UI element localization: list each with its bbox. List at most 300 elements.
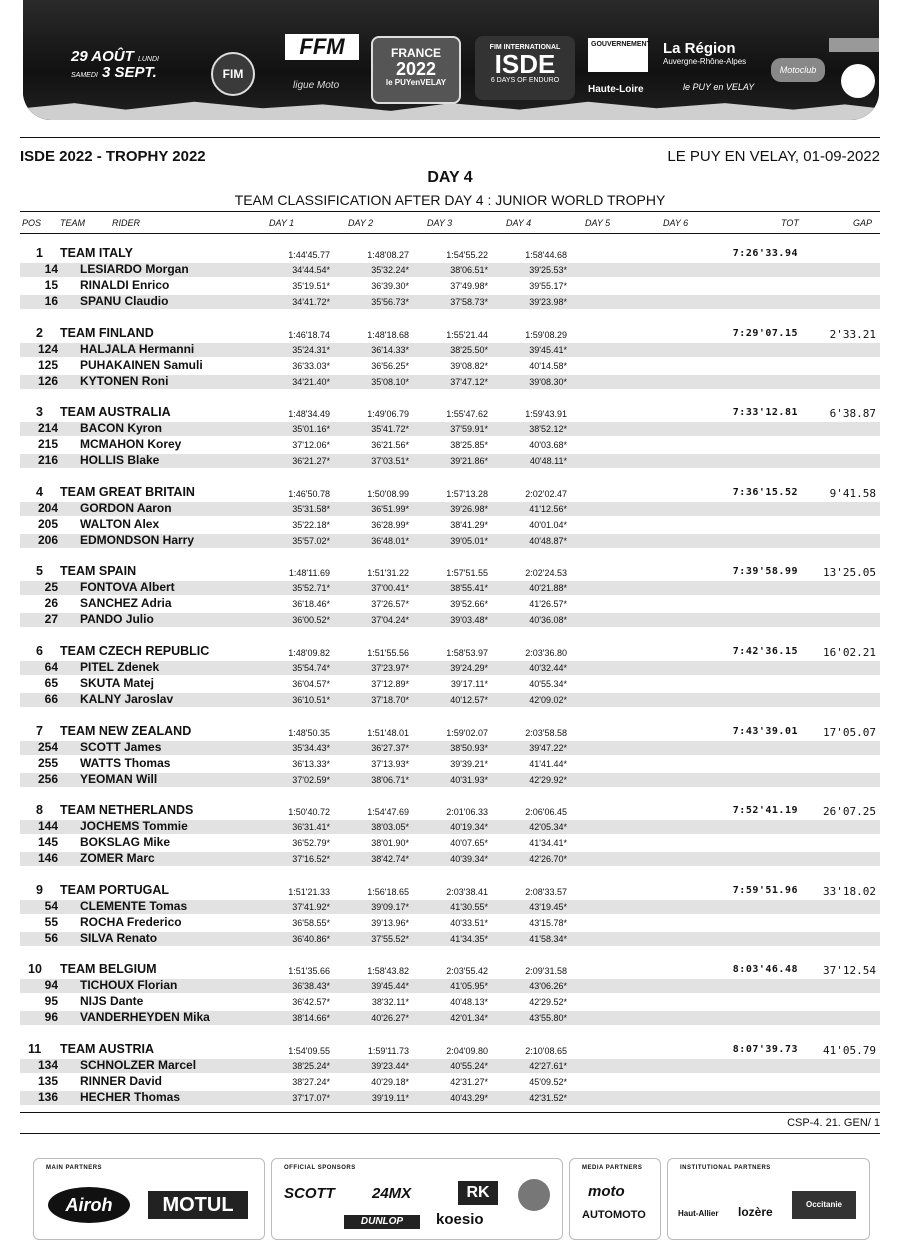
classification-title: TEAM CLASSIFICATION AFTER DAY 4 : JUNIOR WORLD TROPHY: [234, 192, 666, 208]
rider-name: RINNER David: [80, 1074, 163, 1088]
rider-day-time: 37'12.89*: [371, 679, 409, 689]
team-day-time: 2:08'33.57: [525, 887, 567, 897]
rider-name: SANCHEZ Adria: [80, 596, 172, 610]
team-day-time: 1:46'50.78: [288, 489, 330, 499]
rider-day-time: 35'52.71*: [292, 583, 330, 593]
rider-number: 205: [37, 517, 58, 531]
team-day-time: 1:51'35.66: [288, 966, 330, 976]
institutional-partners-label: INSTITUTIONAL PARTNERS: [680, 1165, 771, 1171]
team-name: TEAM FINLAND: [60, 326, 154, 340]
rider-day-time: 40'55.24*: [450, 1061, 488, 1071]
institutional-partners-box: [667, 1158, 870, 1240]
rider-day-time: 40'19.34*: [450, 822, 488, 832]
rider-day-time: 35'08.10*: [371, 377, 409, 387]
rider-day-time: 42'31.52*: [529, 1093, 567, 1103]
team-name: TEAM ITALY: [60, 246, 133, 260]
rider-name: SCHNOLZER Marcel: [80, 1058, 197, 1072]
rider-name: PANDO Julio: [80, 612, 154, 626]
ffm-logo: FFM: [285, 34, 359, 60]
rider-number: 95: [44, 994, 58, 1008]
rider-day-time: 38'14.66*: [292, 1013, 330, 1023]
team-total-time: 7:52'41.19: [732, 805, 798, 816]
rider-day-time: 38'06.71*: [371, 775, 409, 785]
rider-day-time: 37'59.91*: [450, 424, 488, 434]
rider-day-time: 39'55.17*: [529, 281, 567, 291]
puy-en-velay-logo: le PUY en VELAY: [683, 82, 755, 92]
rider-day-time: 39'23.98*: [529, 297, 567, 307]
rider-day-time: 36'33.03*: [292, 361, 330, 371]
divider: [20, 211, 880, 212]
team-day-time: 2:04'09.80: [446, 1046, 488, 1056]
rider-day-time: 41'05.95*: [450, 981, 488, 991]
official-sponsors-box: [271, 1158, 563, 1240]
team-day-time: 1:48'34.49: [288, 409, 330, 419]
col-day4: DAY 4: [506, 218, 532, 228]
team-day-time: 1:44'45.77: [288, 250, 330, 260]
rider-day-time: 38'50.93*: [450, 743, 488, 753]
rider-day-time: 39'19.11*: [371, 1093, 409, 1103]
team-gap: 2'33.21: [829, 328, 876, 341]
rider-day-time: 35'32.24*: [371, 265, 409, 275]
sponsor-logo: [829, 38, 879, 52]
team-total-time: 7:33'12.81: [732, 407, 798, 418]
team-position: 11: [28, 1042, 42, 1056]
rider-day-time: 42'09.02*: [529, 695, 567, 705]
team-day-time: 2:03'58.58: [525, 728, 567, 738]
team-position: 1: [36, 246, 43, 260]
rider-number: 124: [37, 342, 58, 356]
team-day-time: 2:01'06.33: [446, 807, 488, 817]
rider-day-time: 42'31.27*: [450, 1077, 488, 1087]
team-name: TEAM NETHERLANDS: [60, 803, 194, 817]
team-gap: 41'05.79: [823, 1044, 876, 1057]
rider-number: 16: [44, 294, 58, 308]
rider-day-time: 41'58.34*: [529, 934, 567, 944]
rider-number: 25: [44, 580, 58, 594]
rider-day-time: 38'52.12*: [529, 424, 567, 434]
rider-day-time: 40'36.08*: [529, 615, 567, 625]
team-day-time: 2:02'24.53: [525, 568, 567, 578]
rider-name: SCOTT James: [80, 740, 162, 754]
team-day-time: 2:06'06.45: [525, 807, 567, 817]
rider-day-time: 35'01.16*: [292, 424, 330, 434]
rider-name: PITEL Zdenek: [80, 660, 160, 674]
rider-day-time: 35'54.74*: [292, 663, 330, 673]
rider-day-time: 36'13.33*: [292, 759, 330, 769]
divider: [20, 137, 880, 138]
rider-name: RINALDI Enrico: [80, 278, 170, 292]
main-partners-box: [33, 1158, 265, 1240]
rider-day-time: 39'23.44*: [371, 1061, 409, 1071]
team-gap: 26'07.25: [823, 805, 876, 818]
rider-name: ROCHA Frederico: [80, 915, 182, 929]
rider-day-time: 39'52.66*: [450, 599, 488, 609]
rider-number: 206: [37, 533, 58, 547]
rider-day-time: 37'47.12*: [450, 377, 488, 387]
team-total-time: 7:36'15.52: [732, 487, 798, 498]
motoclub-logo: Motoclub: [771, 58, 825, 82]
rider-day-time: 39'25.53*: [529, 265, 567, 275]
rider-day-time: 40'29.18*: [371, 1077, 409, 1087]
team-total-time: 7:39'58.99: [732, 566, 798, 577]
official-sponsors-label: OFFICIAL SPONSORS: [284, 1165, 356, 1171]
rider-day-time: 42'01.34*: [450, 1013, 488, 1023]
team-day-time: 1:51'48.01: [367, 728, 409, 738]
rider-day-time: 36'48.01*: [371, 536, 409, 546]
team-day-time: 1:59'43.91: [525, 409, 567, 419]
rider-day-time: 40'01.04*: [529, 520, 567, 530]
rider-day-time: 35'22.18*: [292, 520, 330, 530]
rider-day-time: 37'16.52*: [292, 854, 330, 864]
rider-number: 134: [37, 1058, 58, 1072]
rider-day-time: 39'45.41*: [529, 345, 567, 355]
team-gap: 37'12.54: [823, 964, 876, 977]
team-day-time: 1:48'18.68: [367, 330, 409, 340]
team-day-time: 2:10'08.65: [525, 1046, 567, 1056]
rider-name: WALTON Alex: [80, 517, 160, 531]
team-total-time: 7:26'33.94: [732, 248, 798, 259]
rider-name: HALJALA Hermanni: [80, 342, 195, 356]
rider-day-time: 38'25.50*: [450, 345, 488, 355]
rider-name: SILVA Renato: [80, 931, 158, 945]
team-day-time: 2:09'31.58: [525, 966, 567, 976]
rider-day-time: 36'42.57*: [292, 997, 330, 1007]
rider-number: 125: [37, 358, 58, 372]
motul-logo: MOTUL: [148, 1191, 248, 1219]
rider-day-time: 38'42.74*: [371, 854, 409, 864]
rider-day-time: 39'45.44*: [371, 981, 409, 991]
col-day2: DAY 2: [348, 218, 374, 228]
rider-day-time: 41'30.55*: [450, 902, 488, 912]
team-day-time: 1:57'51.55: [446, 568, 488, 578]
rider-number: 26: [44, 596, 58, 610]
rider-day-time: 36'39.30*: [371, 281, 409, 291]
france-2022-logo: FRANCE 2022 le PUYenVELAY: [371, 36, 461, 104]
rider-number: 94: [44, 978, 58, 992]
rider-day-time: 37'18.70*: [371, 695, 409, 705]
header-banner: [23, 0, 879, 120]
team-gap: 6'38.87: [829, 407, 876, 420]
rider-day-time: 39'39.21*: [450, 759, 488, 769]
rider-day-time: 43'19.45*: [529, 902, 567, 912]
rider-day-time: 35'57.02*: [292, 536, 330, 546]
rider-name: PUHAKAINEN Samuli: [80, 358, 203, 372]
rider-day-time: 42'27.61*: [529, 1061, 567, 1071]
rider-day-time: 36'21.56*: [371, 440, 409, 450]
gouvernement-logo: GOUVERNEMENT: [588, 38, 648, 72]
team-total-time: 8:07'39.73: [732, 1044, 798, 1055]
rider-day-time: 36'14.33*: [371, 345, 409, 355]
col-gap: GAP: [853, 218, 873, 228]
rider-day-time: 40'55.34*: [529, 679, 567, 689]
rider-name: CLEMENTE Tomas: [80, 899, 188, 913]
team-day-time: 2:03'55.42: [446, 966, 488, 976]
team-total-time: 7:43'39.01: [732, 726, 798, 737]
rider-number: 214: [37, 421, 58, 435]
team-position: 5: [36, 564, 43, 578]
rider-day-time: 40'48.13*: [450, 997, 488, 1007]
rider-day-time: 41'34.35*: [450, 934, 488, 944]
rider-day-time: 37'55.52*: [371, 934, 409, 944]
divider: [20, 1133, 880, 1134]
rider-day-time: 38'55.41*: [450, 583, 488, 593]
rider-day-time: 36'27.37*: [371, 743, 409, 753]
rider-day-time: 38'41.29*: [450, 520, 488, 530]
moto-verte-logo: moto: [588, 1183, 625, 1200]
rider-day-time: 39'24.29*: [450, 663, 488, 673]
rk-logo: RK: [458, 1181, 498, 1205]
team-name: TEAM CZECH REPUBLIC: [60, 644, 210, 658]
rider-name: KALNY Jaroslav: [80, 692, 174, 706]
team-total-time: 7:59'51.96: [732, 885, 798, 896]
rider-number: 64: [44, 660, 58, 674]
team-day-time: 1:48'50.35: [288, 728, 330, 738]
team-day-time: 1:58'44.68: [525, 250, 567, 260]
team-day-time: 1:46'18.74: [288, 330, 330, 340]
rider-day-time: 41'26.57*: [529, 599, 567, 609]
rider-day-time: 39'08.30*: [529, 377, 567, 387]
event-date-end: SAMEDI 3 SEPT.: [71, 64, 157, 81]
rider-name: YEOMAN Will: [80, 772, 158, 786]
rider-day-time: 35'41.72*: [371, 424, 409, 434]
rider-day-time: 37'12.06*: [292, 440, 330, 450]
team-day-time: 1:59'08.29: [525, 330, 567, 340]
rider-day-time: 37'03.51*: [371, 456, 409, 466]
team-day-time: 1:57'13.28: [446, 489, 488, 499]
rider-day-time: 39'13.96*: [371, 918, 409, 928]
media-partners-box: [569, 1158, 661, 1240]
rider-day-time: 36'40.86*: [292, 934, 330, 944]
rider-day-time: 36'52.79*: [292, 838, 330, 848]
rider-name: VANDERHEYDEN Mika: [80, 1010, 210, 1024]
main-partners-label: MAIN PARTNERS: [46, 1165, 103, 1171]
team-total-time: 7:42'36.15: [732, 646, 798, 657]
rider-day-time: 35'56.73*: [371, 297, 409, 307]
rider-name: HOLLIS Blake: [80, 453, 160, 467]
rider-day-time: 40'26.27*: [371, 1013, 409, 1023]
team-day-time: 1:54'55.22: [446, 250, 488, 260]
rider-day-time: 36'51.99*: [371, 504, 409, 514]
haute-loire-logo: Haute-Loire: [588, 84, 644, 95]
team-name: TEAM GREAT BRITAIN: [60, 485, 195, 499]
col-tot: TOT: [781, 218, 799, 228]
rider-day-time: 36'00.52*: [292, 615, 330, 625]
rider-day-time: 36'10.51*: [292, 695, 330, 705]
team-position: 6: [36, 644, 43, 658]
team-position: 8: [36, 803, 43, 817]
rider-day-time: 36'28.99*: [371, 520, 409, 530]
rider-day-time: 35'24.31*: [292, 345, 330, 355]
divider: [20, 233, 880, 234]
rider-name: MCMAHON Korey: [80, 437, 182, 451]
team-position: 4: [36, 485, 43, 499]
rider-day-time: 34'41.72*: [292, 297, 330, 307]
team-name: TEAM SPAIN: [60, 564, 137, 578]
divider: [20, 1112, 880, 1113]
rider-day-time: 36'38.43*: [292, 981, 330, 991]
fim-logo: FIM: [211, 52, 255, 96]
rider-name: EDMONDSON Harry: [80, 533, 195, 547]
rider-name: FONTOVA Albert: [80, 580, 175, 594]
rider-day-time: 43'55.80*: [529, 1013, 567, 1023]
rider-day-time: 40'12.57*: [450, 695, 488, 705]
rider-day-time: 37'04.24*: [371, 615, 409, 625]
rider-day-time: 40'31.93*: [450, 775, 488, 785]
isde-logo: FIM INTERNATIONAL ISDE 6 DAYS OF ENDURO: [475, 36, 575, 100]
rider-name: JOCHEMS Tommie: [80, 819, 188, 833]
rider-day-time: 39'03.48*: [450, 615, 488, 625]
rider-name: SKUTA Matej: [80, 676, 155, 690]
rider-day-time: 41'34.41*: [529, 838, 567, 848]
airoh-logo: Airoh: [48, 1187, 130, 1223]
team-position: 3: [36, 405, 43, 419]
rider-day-time: 35'19.51*: [292, 281, 330, 291]
rider-day-time: 39'05.01*: [450, 536, 488, 546]
rider-day-time: 43'06.26*: [529, 981, 567, 991]
team-position: 9: [36, 883, 43, 897]
team-day-time: 1:48'11.69: [288, 568, 330, 578]
team-gap: 13'25.05: [823, 566, 876, 579]
team-name: TEAM BELGIUM: [60, 962, 157, 976]
team-day-time: 1:56'18.65: [367, 887, 409, 897]
rider-day-time: 45'09.52*: [529, 1077, 567, 1087]
rider-day-time: 38'06.51*: [450, 265, 488, 275]
rider-day-time: 39'47.22*: [529, 743, 567, 753]
rider-day-time: 37'17.07*: [292, 1093, 330, 1103]
rider-number: 256: [37, 772, 58, 786]
rider-number: 27: [44, 612, 58, 626]
team-name: TEAM AUSTRIA: [60, 1042, 154, 1056]
rider-name: TICHOUX Florian: [80, 978, 178, 992]
team-day-time: 1:55'21.44: [446, 330, 488, 340]
rider-day-time: 36'18.46*: [292, 599, 330, 609]
rider-day-time: 41'41.44*: [529, 759, 567, 769]
team-name: TEAM AUSTRALIA: [60, 405, 171, 419]
rider-day-time: 38'01.90*: [371, 838, 409, 848]
rider-day-time: 40'48.11*: [529, 456, 567, 466]
rider-number: 204: [37, 501, 58, 515]
rider-day-time: 38'25.85*: [450, 440, 488, 450]
rider-day-time: 40'48.87*: [529, 536, 567, 546]
rider-day-time: 40'43.29*: [450, 1093, 488, 1103]
rider-day-time: 37'49.98*: [450, 281, 488, 291]
rider-number: 14: [44, 262, 58, 276]
rider-day-time: 37'00.41*: [371, 583, 409, 593]
team-day-time: 2:03'36.80: [525, 648, 567, 658]
rider-day-time: 39'17.11*: [450, 679, 488, 689]
rider-number: 255: [37, 756, 58, 770]
dunlop-logo: DUNLOP: [344, 1215, 420, 1229]
rider-number: 254: [37, 740, 58, 754]
team-day-time: 1:54'47.69: [367, 807, 409, 817]
rider-day-time: 40'14.58*: [529, 361, 567, 371]
club-badge-logo: [841, 64, 875, 98]
rider-name: BOKSLAG Mike: [80, 835, 171, 849]
rider-number: 216: [37, 453, 58, 467]
rider-name: ZOMER Marc: [80, 851, 155, 865]
col-day5: DAY 5: [585, 218, 611, 228]
rider-day-time: 38'27.24*: [292, 1077, 330, 1087]
team-day-time: 1:54'09.55: [288, 1046, 330, 1056]
col-rider: RIDER: [112, 218, 141, 228]
col-day1: DAY 1: [269, 218, 295, 228]
team-total-time: 8:03'46.48: [732, 964, 798, 975]
automoto-logo: AUTOMOTO: [582, 1209, 646, 1221]
rider-number: 144: [37, 819, 58, 833]
team-day-time: 1:50'08.99: [367, 489, 409, 499]
rider-day-time: 38'03.05*: [371, 822, 409, 832]
rider-number: 126: [37, 374, 58, 388]
team-day-time: 1:55'47.62: [446, 409, 488, 419]
team-day-time: 1:51'55.56: [367, 648, 409, 658]
rider-day-time: 37'41.92*: [292, 902, 330, 912]
location-date: LE PUY EN VELAY, 01-09-2022: [667, 148, 880, 165]
rider-day-time: 36'56.25*: [371, 361, 409, 371]
rider-day-time: 39'21.86*: [450, 456, 488, 466]
rider-day-time: 37'58.73*: [450, 297, 488, 307]
col-day3: DAY 3: [427, 218, 453, 228]
team-day-time: 1:51'21.33: [288, 887, 330, 897]
rider-number: 54: [44, 899, 58, 913]
koesio-logo: koesio: [436, 1211, 484, 1228]
region-logo: La Région Auvergne-Rhône-Alpes: [663, 40, 747, 66]
rider-name: WATTS Thomas: [80, 756, 171, 770]
rider-day-time: 40'21.88*: [529, 583, 567, 593]
rider-day-time: 40'39.34*: [450, 854, 488, 864]
rider-day-time: 36'04.57*: [292, 679, 330, 689]
event-date-start: 29 AOÛT LUNDI: [71, 48, 159, 65]
team-day-time: 2:02'02.47: [525, 489, 567, 499]
col-pos: POS: [22, 218, 42, 228]
team-position: 7: [36, 724, 43, 738]
rider-day-time: 36'58.55*: [292, 918, 330, 928]
document-code: CSP-4. 21. GEN/ 1: [787, 1117, 880, 1129]
occitanie-logo: Occitanie: [792, 1191, 856, 1219]
team-name: TEAM PORTUGAL: [60, 883, 170, 897]
rider-day-time: 39'08.82*: [450, 361, 488, 371]
day-title: DAY 4: [427, 169, 473, 186]
team-day-time: 1:51'31.22: [367, 568, 409, 578]
team-day-time: 1:48'08.27: [367, 250, 409, 260]
rider-day-time: 39'26.98*: [450, 504, 488, 514]
rider-day-time: 35'34.43*: [292, 743, 330, 753]
event-title: ISDE 2022 - TROPHY 2022: [20, 148, 206, 165]
rider-name: NIJS Dante: [80, 994, 144, 1008]
team-day-time: 1:58'43.82: [367, 966, 409, 976]
rider-number: 135: [37, 1074, 58, 1088]
col-day6: DAY 6: [663, 218, 689, 228]
rider-name: LESIARDO Morgan: [80, 262, 189, 276]
rider-number: 136: [37, 1090, 58, 1104]
team-gap: 9'41.58: [829, 487, 876, 500]
rider-number: 15: [44, 278, 58, 292]
team-day-time: 1:58'53.97: [446, 648, 488, 658]
rider-day-time: 40'07.65*: [450, 838, 488, 848]
col-team: TEAM: [60, 218, 86, 228]
rider-day-time: 35'31.58*: [292, 504, 330, 514]
24mx-logo: 24MX: [372, 1185, 412, 1202]
rider-day-time: 43'15.78*: [529, 918, 567, 928]
rider-number: 96: [44, 1010, 58, 1024]
rider-day-time: 42'05.34*: [529, 822, 567, 832]
rider-name: KYTONEN Roni: [80, 374, 169, 388]
ligue-moto-logo: ligue Moto: [293, 80, 340, 91]
rider-day-time: 36'31.41*: [292, 822, 330, 832]
team-gap: 17'05.07: [823, 726, 876, 739]
rider-number: 146: [37, 851, 58, 865]
rider-number: 56: [44, 931, 58, 945]
rider-day-time: 38'25.24*: [292, 1061, 330, 1071]
